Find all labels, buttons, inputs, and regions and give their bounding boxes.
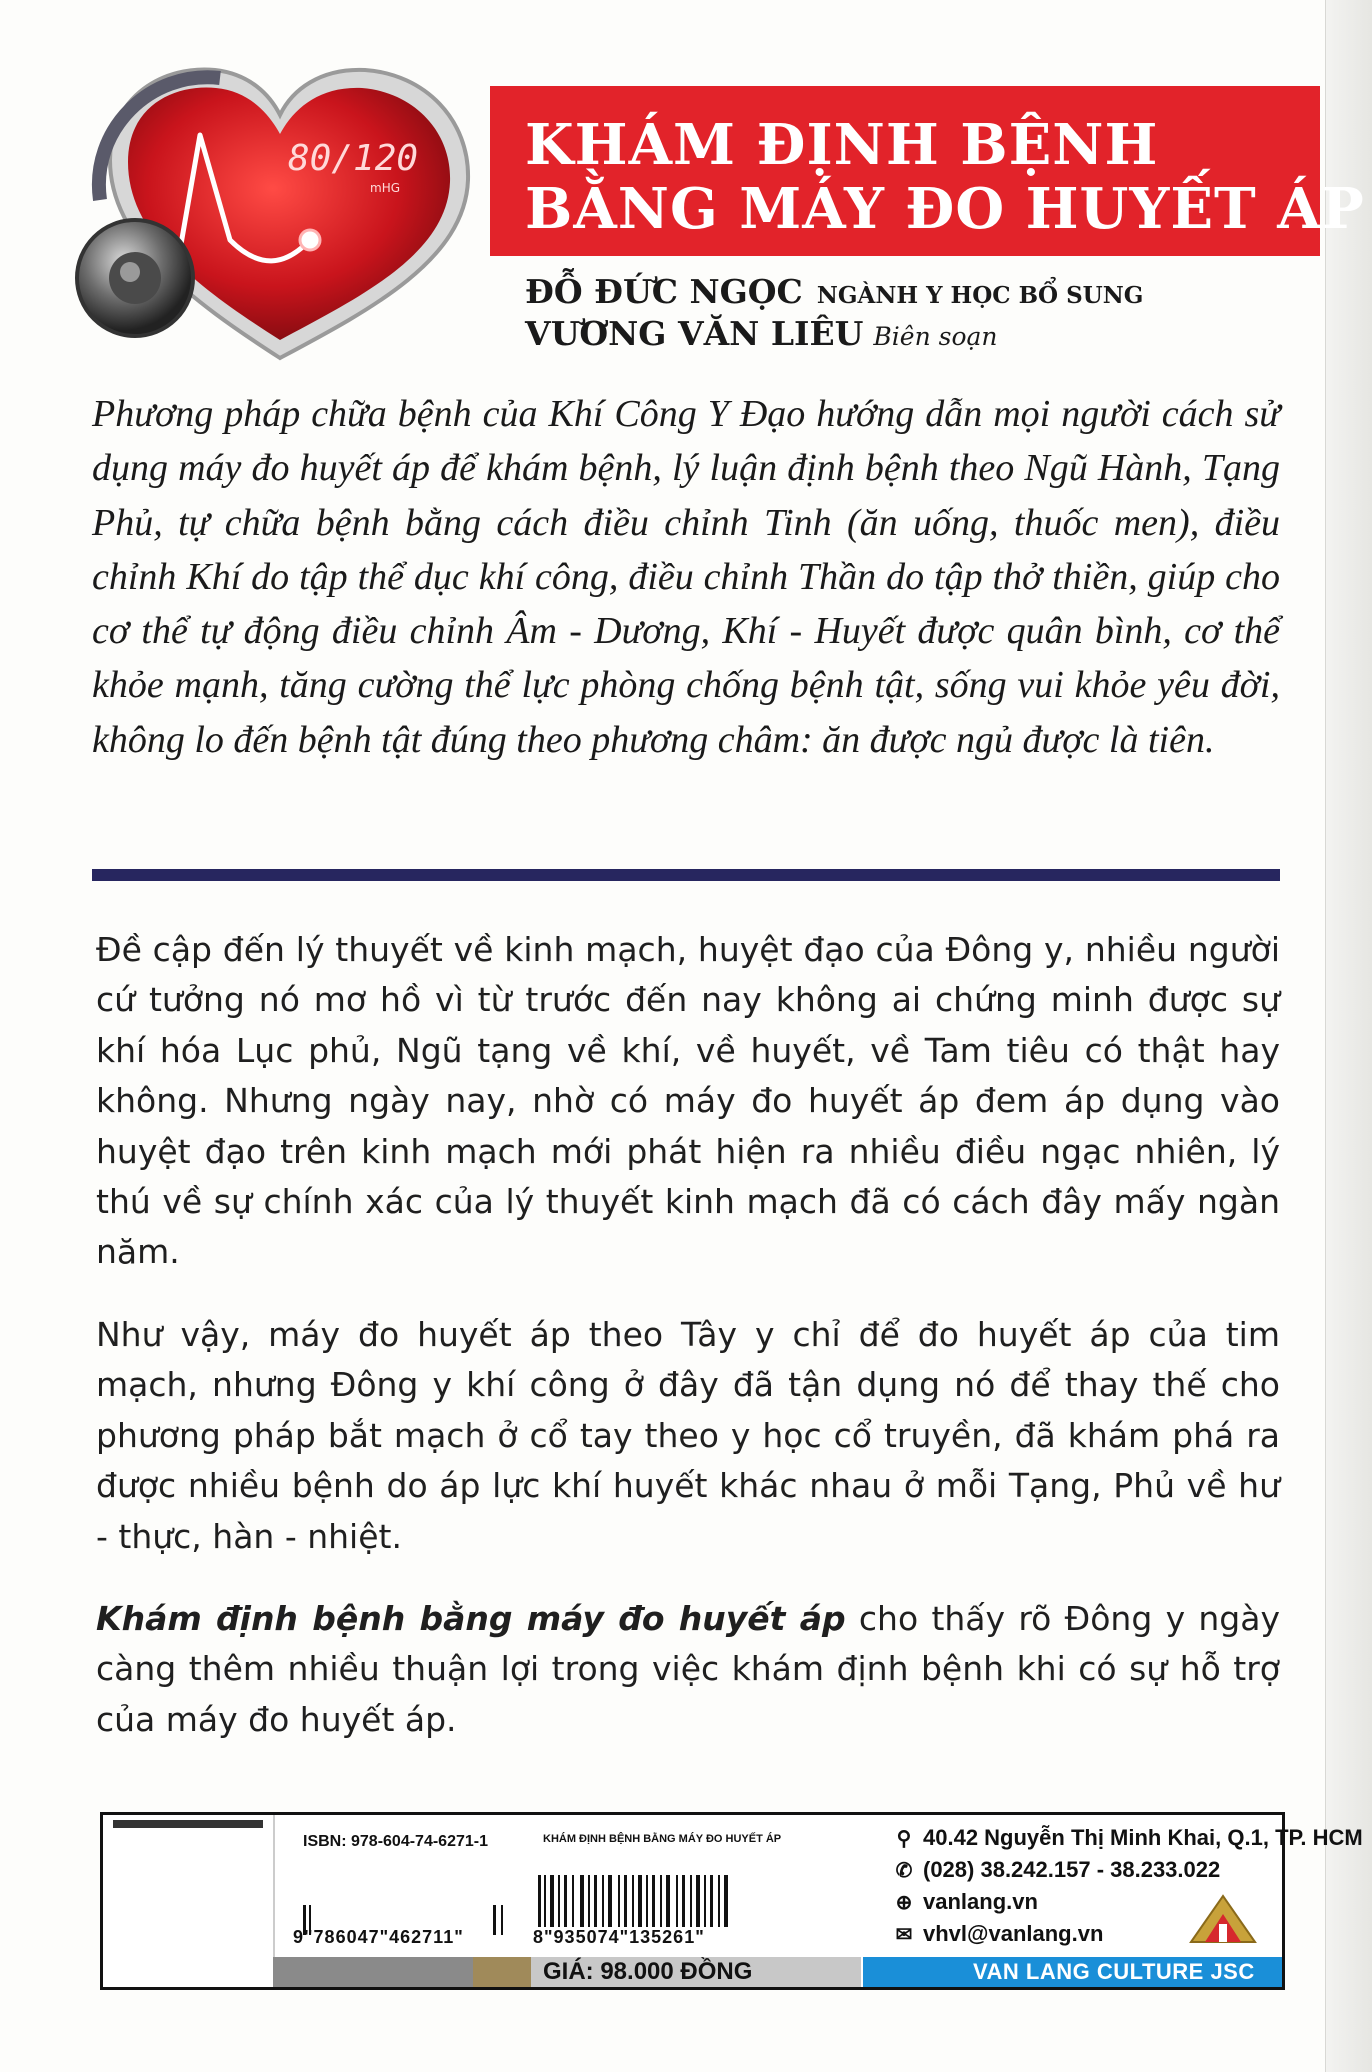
phone: (028) 38.242.157 - 38.233.022 [923,1857,1221,1882]
title-line-1: KHÁM ĐỊNH BỆNH [525,112,1159,178]
envelope-icon: ✉ [895,1924,913,1946]
body-paragraph-3-rest: cho thấy rõ Đông y ngày càng thêm nhiều thuận lợi trong việc khám định bệnh khi có sự hỗ trợ của máy đo huyết áp. [96,1599,1280,1739]
blank-label-area [103,1815,275,1987]
address-row [893,1825,1363,1851]
author-1 [525,272,1143,311]
isbn-label: ISBN: 978-604-74-6271-1 [303,1833,488,1850]
logo-unit: mHG [370,181,401,195]
price-barcode [528,1865,768,1935]
author-1-name: ĐỖ ĐỨC NGỌC [525,272,803,311]
email: vhvl@vanlang.vn [923,1921,1104,1946]
globe-icon: ⊕ [895,1892,913,1914]
website: vanlang.vn [923,1889,1038,1914]
publisher-logo-icon [1183,1890,1263,1950]
author-1-note: NGÀNH Y HỌC BỔ SUNG [816,282,1144,309]
back-cover-footer [100,1812,1363,1990]
intro-paragraph: Phương pháp chữa bệnh của Khí Công Y Đạo hướng dẫn mọi người cách sử dụng máy đo huyết áp để khám bệnh, lý luận định bệnh theo Ngũ Hành, Tạng Phủ, tự chữa bệnh bằng cách điều chỉnh Tinh (ăn uống, thuốc men), điều chỉnh Khí do tập thể dục khí công, điều chỉnh Thần do tập thở thiền, giúp cho cơ thể tự động điều chỉnh Âm - Dương, Khí - Huyết được quân bình, cơ thể khỏe mạnh, tăng cường thể lực phòng chống bệnh tật, sống vui khỏe yêu đời, không lo đến bệnh tật đúng theo phương châm: ăn được ngủ được là tiên. [92,393,1280,761]
address: 40.42 Nguyễn Thị Minh Khai, Q.1, TP. HCM [923,1825,1363,1850]
title-line-2: BẰNG MÁY ĐO HUYẾT ÁP [525,176,1365,242]
price-label: GIÁ: 98.000 ĐỒNG [543,1958,753,1985]
author-2-role: Biên soạn [873,322,998,351]
barcode-mini-title: KHÁM ĐỊNH BỆNH BẰNG MÁY ĐO HUYẾT ÁP [543,1833,782,1845]
isbn-barcode-number: 9"786047"462711" [293,1927,464,1947]
phone-row [893,1857,1220,1883]
email-row [893,1921,1103,1947]
author-2 [525,314,998,353]
section-divider [92,869,1280,881]
isbn-barcode [293,1865,523,1935]
logo-reading: 80/120 [288,138,419,179]
body-paragraph-2: Như vậy, máy đo huyết áp theo Tây y chỉ để đo huyết áp của tim mạch, nhưng Đông y khí công ở đây đã tận dụng nó để thay thế cho phương pháp bắt mạch ở cổ tay theo y học cổ truyền, đã khám phá ra được nhiều bệnh do áp lực khí huyết khác nhau ở mỗi Tạng, Phủ về hư - thực, hàn - nhiệt. [96,1315,1280,1556]
price-barcode-number: 8"935074"135261" [533,1927,705,1947]
location-pin-icon: ⚲ [896,1828,912,1850]
body-paragraph-1: Đề cập đến lý thuyết về kinh mạch, huyệt đạo của Đông y, nhiều người cứ tưởng nó mơ hồ vì từ trước đến nay không ai chứng minh được sự khí hóa Lục phủ, Ngũ tạng về khí, về huyết, về Tam tiêu có thật hay không. Nhưng ngày nay, nhờ có máy đo huyết áp đem áp dụng vào huyệt đạo trên kinh mạch mới phát hiện ra nhiều điều ngạc nhiên, lý thú về sự chính xác của lý thuyết kinh mạch đã có cách đây mấy ngàn năm. [96,930,1280,1272]
book-spine-edge [1325,0,1372,2072]
book-title-mention: Khám định bệnh bằng máy đo huyết áp [96,1599,846,1638]
publisher-name: VAN LANG CULTURE JSC [973,1959,1255,1984]
author-2-name: VƯƠNG VĂN LIÊU [525,314,864,353]
body-paragraph-3 [96,1594,1280,1745]
pulse-dot [300,230,320,250]
phone-icon: ✆ [895,1860,913,1882]
heart-gauge-logo [70,40,490,370]
website-row [893,1889,1038,1915]
